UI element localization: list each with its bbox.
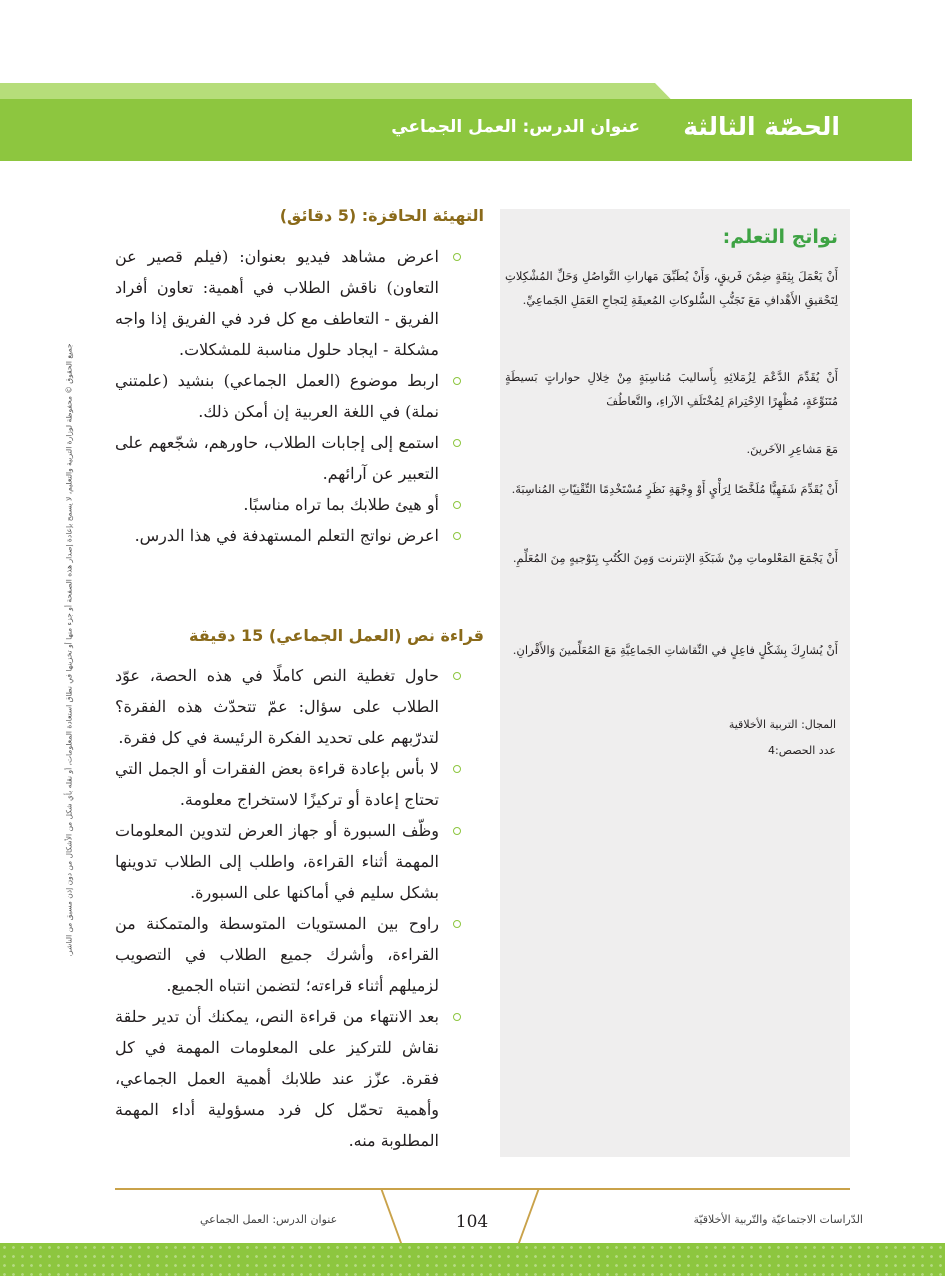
sessions-count: عدد الحصص:4 (768, 744, 836, 757)
bullet-icon (453, 532, 461, 540)
bullet-icon (453, 1013, 461, 1021)
footer-pattern-band (0, 1243, 945, 1276)
list-item: بعد الانتهاء من قراءة النص، يمكنك أن تدير حلقة نقاش للتركيز على المعلومات المهمة في كل فقرة. عزّز عند طلابك أهمية العمل الجماعي، وأهمية تحمّل كل فرد مسؤولية أداء المهمة المطلوبة منه. (115, 1001, 461, 1156)
list-item: اعرض مشاهد فيديو بعنوان: (فيلم قصير عن التعاون) ناقش الطلاب في أهمية: تعاون أفراد الفريق - التعاطف مع كل فرد في الفريق إذا واجه مشكلة - ايجاد حلول مناسبة للمشكلات. (115, 241, 461, 365)
bullet-icon (453, 377, 461, 385)
bullet-icon (453, 439, 461, 447)
bullet-icon (453, 672, 461, 680)
page-tab-edge (380, 1188, 427, 1243)
list-item: أو هيئ طلابك بما تراه مناسبًا. (115, 489, 461, 520)
warmup-list (115, 241, 461, 551)
field-label: المجال: التربية الأخلاقية (728, 718, 836, 731)
list-item: وظّف السبورة أو جهاز العرض لتدوين المعلومات المهمة أثناء القراءة، واطلب إلى الطلاب تدوينها بشكل سليم في أماكنها على السبورة. (115, 815, 461, 908)
outcome-item: أَنْ يُقَدِّمَ شَفَهِيًّا مُلَخَّصًا لِرَأْيٍ أَوْ وِجْهَةِ نَظَرٍ مُسْتَخْدِمًا التِّقْنِيّاتِ المُناسِبَةَ. (511, 482, 838, 496)
footer-rule (115, 1188, 850, 1190)
session-title: الحصّة الثالثة (683, 112, 840, 141)
list-item: راوح بين المستويات المتوسطة والمتمكنة من القراءة، وأشرك جميع الطلاب في التصويب لزميلهم أثناء قراءته؛ لتضمن انتباه الجميع. (115, 908, 461, 1001)
list-item: حاول تغطية النص كاملًا في هذه الحصة، عوّد الطلاب على سؤال: عمّ تتحدّث هذه الفقرة؟ لتدرّبهم على تحديد الفكرة الرئيسة في كل فقرة. (115, 660, 461, 753)
reading-heading: قراءة نص (العمل الجماعي) 15 دقيقة (189, 626, 484, 645)
list-item: اعرض نواتج التعلم المستهدفة في هذا الدرس. (115, 520, 461, 551)
outcome-item: أَنْ يَعْمَلَ بِثِقَةٍ ضِمْنَ فَريقٍ، وَأَنْ يُطَبِّقَ مَهاراتِ التَّواصُلِ وَحَلِّ المُشْكِلاتِ لِتَحْقيقِ الأَهْدافِ مَعَ تَجَنُّبِ السُّلوكاتِ المُعيقَةِ لِنَجاحِ العَمَلِ الجَماعِيِّ. (505, 269, 838, 307)
footer-book-title: الدّراسات الاجتماعيّة والتّربية الأخلاقيّة (693, 1213, 863, 1226)
bullet-icon (453, 920, 461, 928)
footer-lesson-title: عنوان الدرس: العمل الجماعي (200, 1213, 338, 1226)
outcome-item: أَنْ يُقَدِّمَ الدَّعْمَ لِزُمَلائِهِ بِأَساليبَ مُناسِبَةٍ مِنْ خِلالِ حواراتٍ بَسيطَةٍ مُتَنَوِّعَةٍ، مُظْهِرًا الاِحْتِرامَ لِمُخْتَلَفِ الآراءِ، والتَّعاطُفَ (505, 370, 838, 408)
list-item: لا بأس بإعادة قراءة بعض الفقرات أو الجمل التي تحتاج إعادة أو تركيزًا لاستخراج معلومة. (115, 753, 461, 815)
page-number: 104 (455, 1212, 489, 1232)
outcomes-heading: نواتج التعلم: (722, 226, 838, 248)
header-banner-notch (655, 83, 915, 99)
list-item: استمع إلى إجابات الطلاب، حاورهم، شجّعهم على التعبير عن آرائهم. (115, 427, 461, 489)
lesson-title: عنوان الدرس: العمل الجماعي (391, 117, 640, 137)
outcome-item: مَعَ مَشاعِرِ الآخَرينَ. (746, 442, 838, 456)
outcome-item: أَنْ يُشارِكَ بِشَكْلٍ فاعِلٍ في النِّقاشاتِ الجَماعِيَّةِ مَعَ المُعَلِّمينَ وَالأَقْرانِ. (512, 643, 838, 657)
outcome-item: أَنْ يَجْمَعَ المَعْلوماتِ مِنْ شَبَكَةِ الإنترنت وَمِنَ الكُتُبِ بِتَوْجيهٍ مِنَ المُعَلِّمِ. (512, 551, 838, 565)
warmup-heading: التهيئة الحافزة: (5 دقائق) (279, 206, 484, 225)
outcomes-panel (500, 209, 850, 1157)
copyright-note (62, 300, 76, 1000)
reading-list (115, 660, 461, 1156)
bullet-icon (453, 501, 461, 509)
bullet-icon (453, 827, 461, 835)
list-item: اربط موضوع (العمل الجماعي) بنشيد (علمتني نملة) في اللغة العربية إن أمكن ذلك. (115, 365, 461, 427)
bullet-icon (453, 765, 461, 773)
copyright-text: جميع الحقوق © محفوظة لوزارة التربية والتعليم، لا يسمح بإعادة إصدار هذه الصفحة أو جزء منها أو تخزينها في نطاق استعادة المعلومات، أو نقله بأي شكل من الأشكال من دون إذن مسبق من الناشر. (64, 343, 74, 957)
bullet-icon (453, 253, 461, 261)
